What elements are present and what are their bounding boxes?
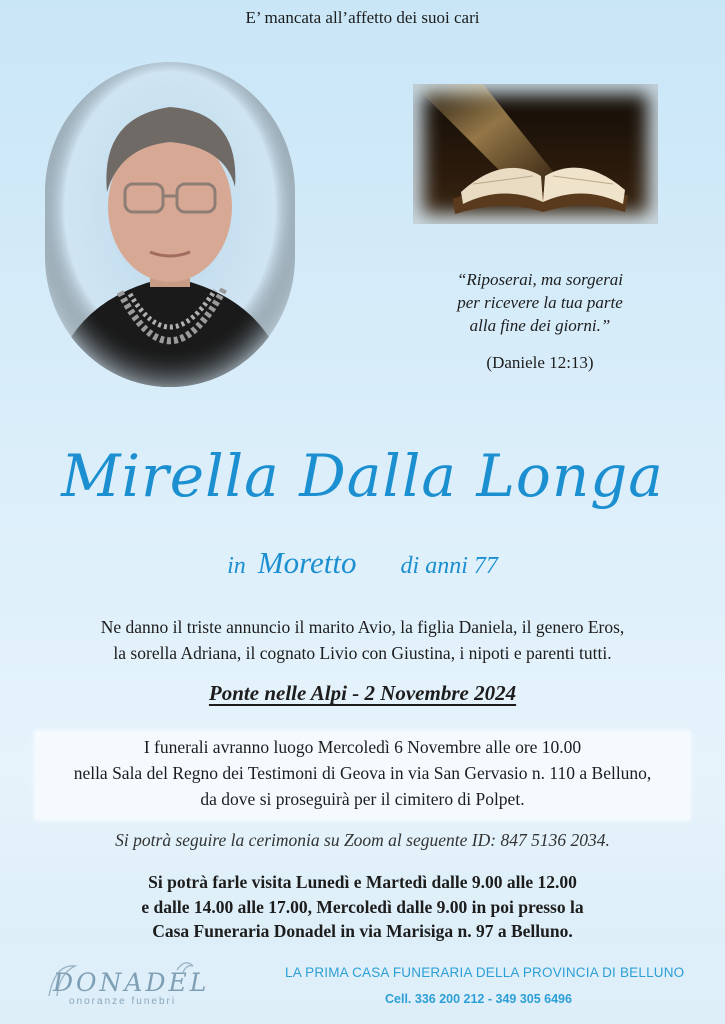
header-text: E’ mancata all’affetto dei suoi cari xyxy=(245,8,480,27)
quote-line: alla fine dei giorni.” xyxy=(469,316,611,335)
married-name: Moretto xyxy=(257,545,357,580)
donadel-logo xyxy=(45,956,215,1012)
funeral-line: I funerali avranno luogo Mercoledì 6 Novembre alle ore 10.00 xyxy=(143,737,582,757)
funeral-line: da dove si proseguirà per il cimitero di Polpet. xyxy=(200,789,525,809)
verse-reference: (Daniele 12:13) xyxy=(486,353,594,372)
visit-line: Casa Funeraria Donadel in via Marisiga n. 97 a Belluno. xyxy=(152,921,573,941)
footer-tagline: LA PRIMA CASA FUNERARIA DELLA PROVINCIA DI BELLUNO xyxy=(285,965,685,980)
footer-phones: Cell. 336 200 212 - 349 305 6496 xyxy=(385,992,572,1006)
quote-line: per ricevere la tua parte xyxy=(457,293,623,312)
zoom-info: Si potrà seguire la cerimonia su Zoom al seguente ID: 847 5136 2034. xyxy=(115,830,610,850)
deceased-name: Mirella Dalla Longa xyxy=(61,442,664,510)
announcement-text xyxy=(0,614,725,666)
announcement-line: la sorella Adriana, il cognato Livio con Giustina, i nipoti e parenti tutti. xyxy=(113,643,612,663)
visit-line: e dalle 14.00 alle 17.00, Mercoledì dalle 9.00 in poi presso la xyxy=(141,896,584,917)
footer xyxy=(0,944,725,1024)
announcement-line: Ne danno il triste annuncio il marito Avio, la figlia Daniela, il genero Eros, xyxy=(100,617,625,637)
place-date-text: Ponte nelle Alpi - 2 Novembre 2024 xyxy=(208,681,517,705)
visit-info xyxy=(0,870,725,944)
portrait-illustration xyxy=(45,62,295,387)
quote-line: “Riposerai, ma sorgerai xyxy=(456,270,624,289)
portrait-photo xyxy=(45,62,295,387)
funeral-line: nella Sala del Regno dei Testimoni di Geova in via San Gervasio n. 110 a Belluno, xyxy=(73,763,652,783)
bible-quote xyxy=(420,268,660,337)
age-text: di anni 77 xyxy=(400,553,498,579)
place-date-heading xyxy=(0,681,725,706)
funeral-info-box xyxy=(35,731,690,820)
logo-subtitle: onoranze funebri xyxy=(69,996,177,1007)
married-name-line xyxy=(0,545,725,581)
logo-name: DONADEL xyxy=(53,968,210,997)
bible-illustration xyxy=(413,84,658,224)
visit-line: Si potrà farle visita Lunedì e Martedì dalle 9.00 alle 12.00 xyxy=(148,872,577,892)
open-bible-photo xyxy=(413,84,658,224)
married-prefix: in xyxy=(227,553,246,579)
